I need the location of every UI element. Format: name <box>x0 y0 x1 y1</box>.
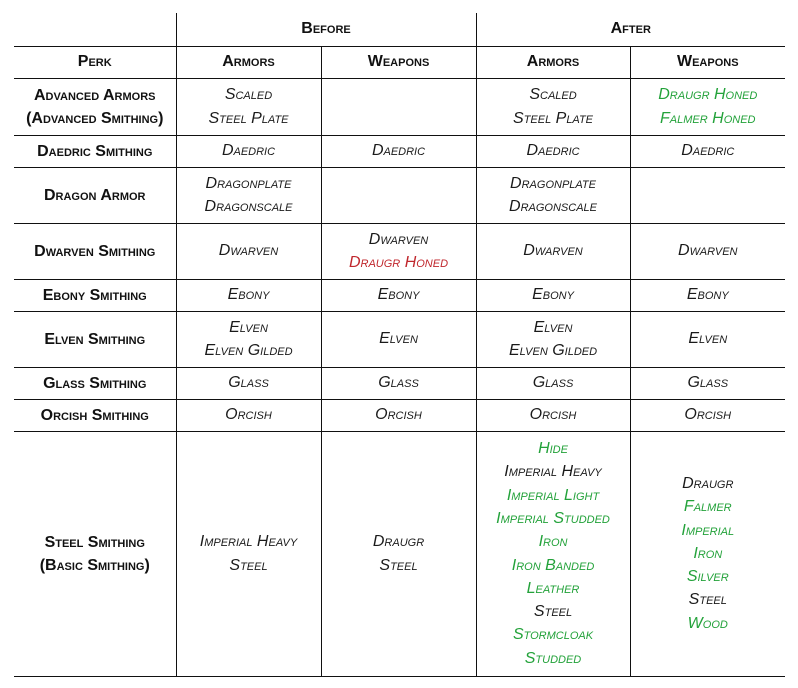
before-armors-cell <box>176 311 321 367</box>
perk-name-cell <box>14 78 176 135</box>
before-weapons-cell <box>321 399 476 431</box>
item-entry-added: Hide <box>538 440 568 458</box>
item-entry-normal: Orcish <box>684 406 732 424</box>
before-armors-cell <box>176 223 321 279</box>
before-weapons-cell <box>321 167 476 223</box>
after-weapons-cell <box>630 367 785 399</box>
empty-corner-cell <box>14 13 176 46</box>
item-entry-normal: Daedric <box>526 142 580 160</box>
item-entry-added: Silver <box>686 568 729 586</box>
item-entry-added: Imperial Light <box>506 486 600 504</box>
perk-column-header: Perk <box>14 46 176 78</box>
perk-name-cell <box>14 399 176 431</box>
item-entry-added: Draugr Honed <box>658 86 758 104</box>
perk-name-cell <box>14 135 176 167</box>
before-weapons-cell <box>321 279 476 311</box>
item-entry-normal: Dragonscale <box>204 198 293 215</box>
item-entry-normal: Dwarven <box>218 242 279 260</box>
item-entry-normal: Elven Gilded <box>508 342 598 359</box>
before-weapons-column-header: Weapons <box>321 46 476 78</box>
item-entry-normal: Steel Plate <box>208 109 289 127</box>
after-armors-cell <box>476 431 630 676</box>
table-row <box>14 431 785 676</box>
item-entry-added: Imperial <box>681 521 735 539</box>
before-armors-cell <box>176 399 321 431</box>
after-weapons-cell <box>630 78 785 135</box>
item-entry-normal: Imperial Heavy <box>199 533 298 551</box>
table-row <box>14 279 785 311</box>
item-entry-normal: Steel <box>379 556 418 574</box>
item-entry-normal: Steel <box>533 603 573 621</box>
item-entry-normal: Scaled <box>224 86 273 104</box>
after-weapons-cell <box>630 431 785 676</box>
before-weapons-cell <box>321 311 476 367</box>
item-entry-normal: Daedric <box>371 142 426 160</box>
item-entry-normal: Ebony <box>377 286 420 304</box>
perk-name-line: Daedric Smithing <box>37 142 153 160</box>
item-entry-added: Wood <box>687 614 728 632</box>
after-weapons-column-header: Weapons <box>630 46 785 78</box>
table-row <box>14 223 785 279</box>
item-entry-added: Iron <box>693 544 723 562</box>
before-weapons-cell <box>321 367 476 399</box>
after-armors-cell <box>476 135 630 167</box>
before-weapons-cell <box>321 431 476 676</box>
perk-name-line: (Basic Smithing) <box>39 556 150 574</box>
before-armors-cell <box>176 78 321 135</box>
table-row <box>14 399 785 431</box>
item-entry-added: Falmer <box>683 498 732 516</box>
item-entry-normal: Imperial Heavy <box>504 463 602 481</box>
perk-name-line: Glass Smithing <box>43 374 147 392</box>
table-row <box>14 135 785 167</box>
after-armors-cell <box>476 78 630 135</box>
item-entry-normal: Elven <box>379 330 418 348</box>
item-entry-added: Iron Banded <box>511 556 595 574</box>
before-armors-cell <box>176 167 321 223</box>
item-entry-normal: Glass <box>687 374 729 392</box>
item-entry-added: Leather <box>526 579 580 597</box>
after-header: After <box>476 13 785 46</box>
item-entry-normal: Orcish <box>529 406 577 424</box>
group-header-row <box>14 13 785 46</box>
item-entry-normal: Steel Plate <box>513 109 594 127</box>
after-armors-cell <box>476 167 630 223</box>
perk-name-line: Dwarven Smithing <box>34 242 156 260</box>
item-entry-normal: Orcish <box>375 406 422 424</box>
perk-comparison-table <box>14 13 785 677</box>
item-entry-normal: Glass <box>378 374 419 392</box>
perk-name-line: Orcish Smithing <box>40 406 149 424</box>
perk-name-line: Ebony Smithing <box>42 286 147 304</box>
before-armors-cell <box>176 431 321 676</box>
before-armors-cell <box>176 367 321 399</box>
before-weapons-cell <box>321 223 476 279</box>
item-entry-normal: Dwarven <box>368 230 429 248</box>
after-armors-column-header: Armors <box>476 46 630 78</box>
item-entry-normal: Elven Gilded <box>204 342 293 359</box>
item-entry-normal: Steel <box>688 591 727 609</box>
item-entry-normal: Dwarven <box>523 242 583 260</box>
after-weapons-cell <box>630 311 785 367</box>
perk-name-line: (Advanced Smithing) <box>26 109 164 127</box>
perk-name-cell <box>14 223 176 279</box>
item-entry-normal: Elven <box>533 318 573 336</box>
table-row <box>14 311 785 367</box>
item-entry-normal: Ebony <box>532 286 574 304</box>
item-entry-normal: Ebony <box>227 286 270 304</box>
perk-name-line: Steel Smithing <box>44 533 145 551</box>
item-entry-normal: Glass <box>228 374 269 392</box>
after-armors-cell <box>476 223 630 279</box>
table-row <box>14 78 785 135</box>
table-body <box>14 78 785 676</box>
item-entry-normal: Draugr <box>682 474 734 492</box>
perk-name-cell <box>14 311 176 367</box>
item-entry-normal: Draugr <box>372 533 425 551</box>
item-entry-normal: Elven <box>688 330 728 348</box>
perk-name-line: Advanced Armors <box>34 86 156 104</box>
before-weapons-cell <box>321 135 476 167</box>
perk-name-cell <box>14 167 176 223</box>
item-entry-added: Studded <box>524 649 582 667</box>
after-weapons-cell <box>630 167 785 223</box>
after-armors-cell <box>476 279 630 311</box>
after-weapons-cell <box>630 399 785 431</box>
table-row <box>14 367 785 399</box>
item-entry-added: Stormcloak <box>512 626 594 644</box>
item-entry-normal: Dragonplate <box>510 174 596 192</box>
perk-name-line: Dragon Armor <box>43 186 146 204</box>
perk-name-cell <box>14 431 176 676</box>
after-weapons-cell <box>630 135 785 167</box>
item-entry-removed: Draugr Honed <box>348 254 449 271</box>
before-armors-cell <box>176 279 321 311</box>
item-entry-normal: Scaled <box>529 86 577 104</box>
perk-name-cell <box>14 279 176 311</box>
after-armors-cell <box>476 311 630 367</box>
after-weapons-cell <box>630 223 785 279</box>
item-entry-normal: Daedric <box>221 142 276 160</box>
column-header-row <box>14 46 785 78</box>
item-entry-normal: Dragonplate <box>205 174 292 192</box>
table-row <box>14 167 785 223</box>
item-entry-normal: Daedric <box>681 142 735 160</box>
item-entry-added: Iron <box>538 533 568 551</box>
perk-name-line: Elven Smithing <box>44 330 146 348</box>
perk-name-cell <box>14 367 176 399</box>
before-armors-cell <box>176 135 321 167</box>
after-armors-cell <box>476 399 630 431</box>
before-weapons-cell <box>321 78 476 135</box>
item-entry-normal: Orcish <box>225 406 272 424</box>
item-entry-added: Falmer Honed <box>660 109 756 127</box>
item-entry-normal: Dragonscale <box>509 198 597 215</box>
item-entry-normal: Ebony <box>686 286 729 304</box>
item-entry-normal: Dwarven <box>678 242 738 260</box>
item-entry-added: Imperial Studded <box>496 509 610 527</box>
before-armors-column-header: Armors <box>176 46 321 78</box>
item-entry-normal: Glass <box>532 374 574 392</box>
after-armors-cell <box>476 367 630 399</box>
item-entry-normal: Steel <box>229 556 268 574</box>
before-header: Before <box>176 13 476 46</box>
after-weapons-cell <box>630 279 785 311</box>
item-entry-normal: Elven <box>229 318 268 336</box>
